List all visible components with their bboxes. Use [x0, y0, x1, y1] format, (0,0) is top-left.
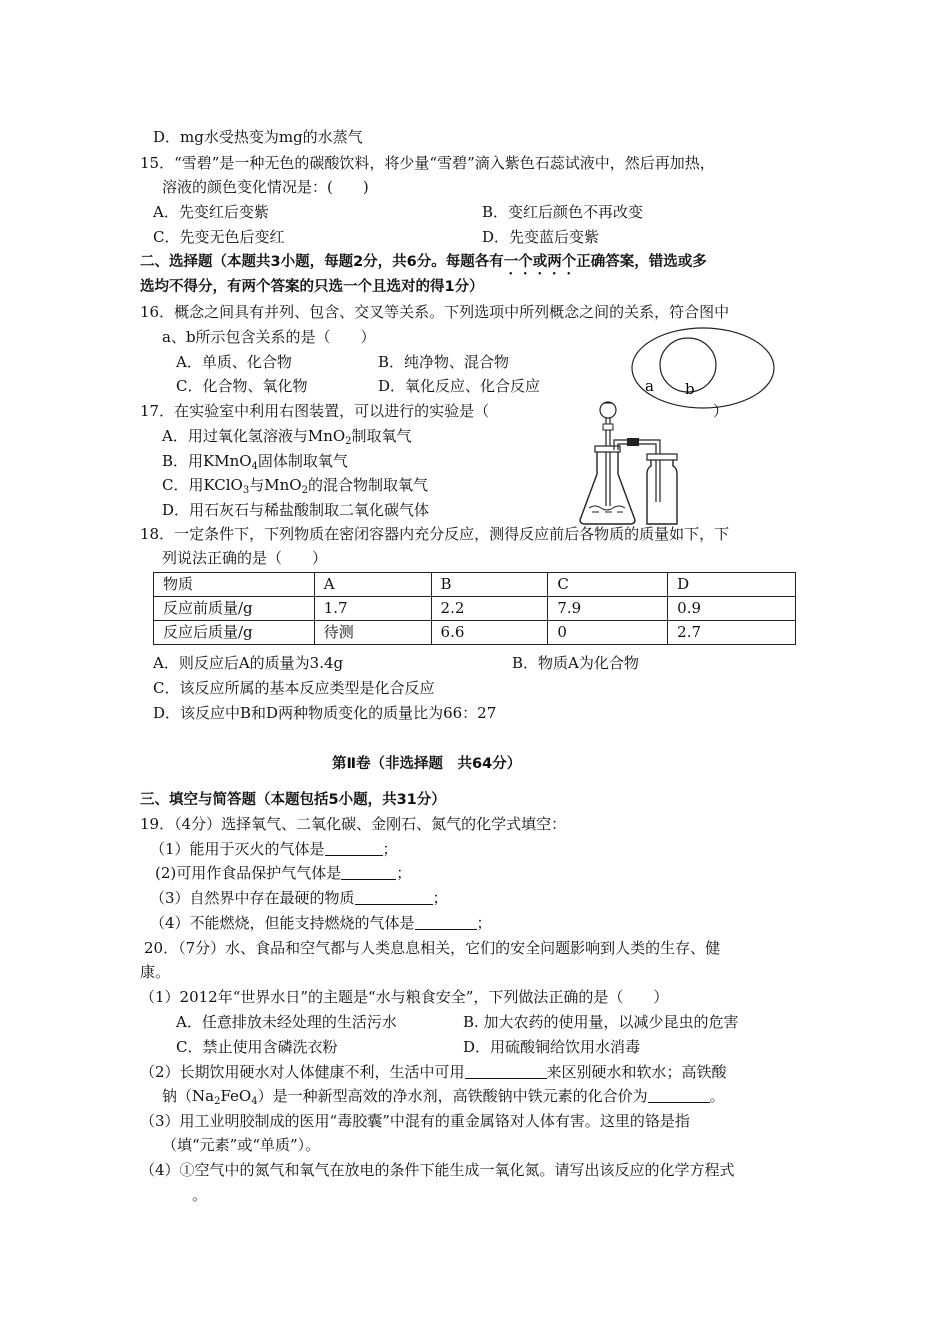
answer-blank [341, 864, 396, 880]
q20-stem-line1: 20．（7分）水、食品和空气都与人类息息相关，它们的安全问题影响到人类的生存、健 [144, 939, 721, 957]
q19-part1: （1）能用于灭火的气体是 ； [150, 840, 398, 858]
q18-stem-line2: 列说法正确的是（ ） [162, 549, 328, 567]
q17-option-b: B．用KMnO$_4$固体制取氧气 [162, 452, 348, 472]
label-b: b [685, 380, 695, 398]
q20-part1-option-d: D．用硫酸铜给饮用水消毒 [463, 1038, 641, 1056]
answer-blank [355, 889, 433, 905]
table-header-row [154, 573, 796, 597]
answer-blank [325, 840, 383, 856]
section2-heading-line1: 二、选择题（本题共3小题，每题2分，共6分。每题各有一个或两个正确答案，错选或多 [140, 254, 707, 270]
q20-part2: （2）长期饮用硬水对人体健康不利，生活中可用 来区别硬水和软水；高铁酸 [140, 1063, 727, 1081]
mass-table [153, 572, 796, 645]
q20-part3-line2: （填“元素”或“单质”）。 [162, 1136, 321, 1154]
q15-option-d: D．先变蓝后变紫 [482, 228, 600, 246]
label-a: a [645, 377, 654, 395]
table-cell: A [314, 573, 431, 597]
q20-part3: （3）用工业明胶制成的医用“毒胶囊”中混有的重金属铬对人体有害。这里的铬是指 [140, 1112, 690, 1130]
section3-heading: 三、填空与简答题（本题包括5小题，共31分） [140, 792, 446, 808]
table-cell: 待测 [314, 621, 431, 645]
answer-blank [648, 1087, 710, 1103]
q16-option-c: C．化合物、氧化物 [176, 377, 308, 395]
table-cell: D [668, 573, 796, 597]
q17-option-a: A．用过氧化氢溶液与MnO$_2$制取氧气 [162, 427, 412, 447]
outer-ellipse-a [632, 328, 774, 408]
q18-option-d: D．该反应中B和D两种物质变化的质量比为66：27 [153, 704, 497, 722]
table-cell: 0.9 [668, 597, 796, 621]
delivery-tube [614, 440, 660, 502]
q20-part1: （1）2012年“世界水日”的主题是“水与粮食安全”，下列做法正确的是（ ） [140, 988, 669, 1006]
table-cell: 2.7 [668, 621, 796, 645]
table-cell: B [431, 573, 548, 597]
q15-stem-line1: 15．“雪碧”是一种无色的碳酸饮料，将少量“雪碧”滴入紫色石蕊试液中，然后再加热， [140, 154, 715, 172]
table-cell: 0 [548, 621, 668, 645]
q20-stem-line2: 康。 [140, 963, 171, 981]
gas-bottle [647, 460, 677, 524]
q14-option-d: D．mg水受热变为mg的水蒸气 [153, 128, 363, 146]
table-cell: 6.6 [431, 621, 548, 645]
q20-part1-option-a: A．任意排放未经处理的生活污水 [176, 1013, 397, 1031]
q16-option-a: A．单质、化合物 [176, 353, 292, 371]
apparatus-figure [575, 398, 695, 528]
q18-option-c: C．该反应所属的基本反应类型是化合反应 [153, 679, 435, 697]
section2-heading-line2: 选均不得分，有两个答案的只选一个且选对的得1分） [140, 279, 484, 295]
q20-part4-line2: 。 [192, 1186, 208, 1204]
q18-option-b: B．物质A为化合物 [512, 654, 639, 672]
q20-part2-line2: 钠$(Na_2FeO_4)$是一种新型高效的净水剂，高铁酸钠中铁元素的化合价为 。 [162, 1087, 725, 1107]
q19-part2: (2)可用作食品保护气气体是 ； [155, 864, 412, 882]
q19-part3: （3）自然界中存在最硬的物质 ； [150, 889, 448, 907]
table-row [154, 597, 796, 621]
q15-option-b: B．变红后颜色不再改变 [482, 203, 644, 221]
table-cell: 2.2 [431, 597, 548, 621]
q17-option-c: C．用KClO$_3$与MnO$_2$的混合物制取氧气 [162, 476, 428, 496]
q16-stem-line1: 16．概念之间具有并列、包含、交叉等关系。下列选项中所列概念之间的关系，符合图中 [140, 303, 730, 321]
q17-option-d: D．用石灰石与稀盐酸制取二氧化碳气体 [162, 501, 430, 519]
table-row [154, 621, 796, 645]
table-cell: 物质 [154, 573, 315, 597]
q20-part4: （4）①空气中的氮气和氧气在放电的条件下能生成一氧化氮。请写出该反应的化学方程式 [140, 1161, 735, 1179]
table-cell: 反应前质量/g [154, 597, 315, 621]
q15-option-c: C．先变无色后变红 [153, 228, 285, 246]
q20-part1-option-c: C．禁止使用含磷洗衣粉 [176, 1038, 338, 1056]
q16-stem-line2: a、b所示包含关系的是（ ） [162, 328, 376, 346]
conical-flask [580, 450, 635, 524]
q17-stem-close: ） [713, 402, 729, 420]
q20-part1-option-b: B. 加大农药的使用量，以减少昆虫的危害 [463, 1013, 739, 1031]
table-cell: C [548, 573, 668, 597]
rubber-connector [627, 438, 639, 446]
funnel-bulb [600, 402, 616, 418]
q15-option-a: A．先变红后变紫 [153, 203, 269, 221]
answer-blank [465, 1063, 547, 1079]
answer-blank [415, 914, 477, 930]
table-cell: 1.7 [314, 597, 431, 621]
q18-option-a: A．则反应后A的质量为3.4g [153, 654, 344, 672]
table-cell: 7.9 [548, 597, 668, 621]
q16-option-b: B．纯净物、混合物 [378, 353, 510, 371]
q18-stem-line1: 18．一定条件下，下列物质在密闭容器内充分反应，测得反应前后各物质的质量如下，下 [140, 525, 730, 543]
q15-stem-line2: 溶液的颜色变化情况是：( ) [162, 178, 369, 196]
q19-stem: 19．（4分）选择氧气、二氧化碳、金刚石、氮气的化学式填空： [140, 815, 567, 833]
table-cell: 反应后质量/g [154, 621, 315, 645]
q16-option-d: D．氧化反应、化合反应 [378, 377, 541, 395]
stopper [595, 446, 620, 452]
q17-stem: 17．在实验室中利用右图装置，可以进行的实验是（ [140, 402, 490, 420]
part2-title: 第Ⅱ卷（非选择题 共64分） [332, 756, 522, 772]
emphasis-dots: 一个或两个 [503, 254, 577, 270]
q19-part4: （4）不能燃烧，但能支持燃烧的气体是 ； [150, 914, 492, 932]
